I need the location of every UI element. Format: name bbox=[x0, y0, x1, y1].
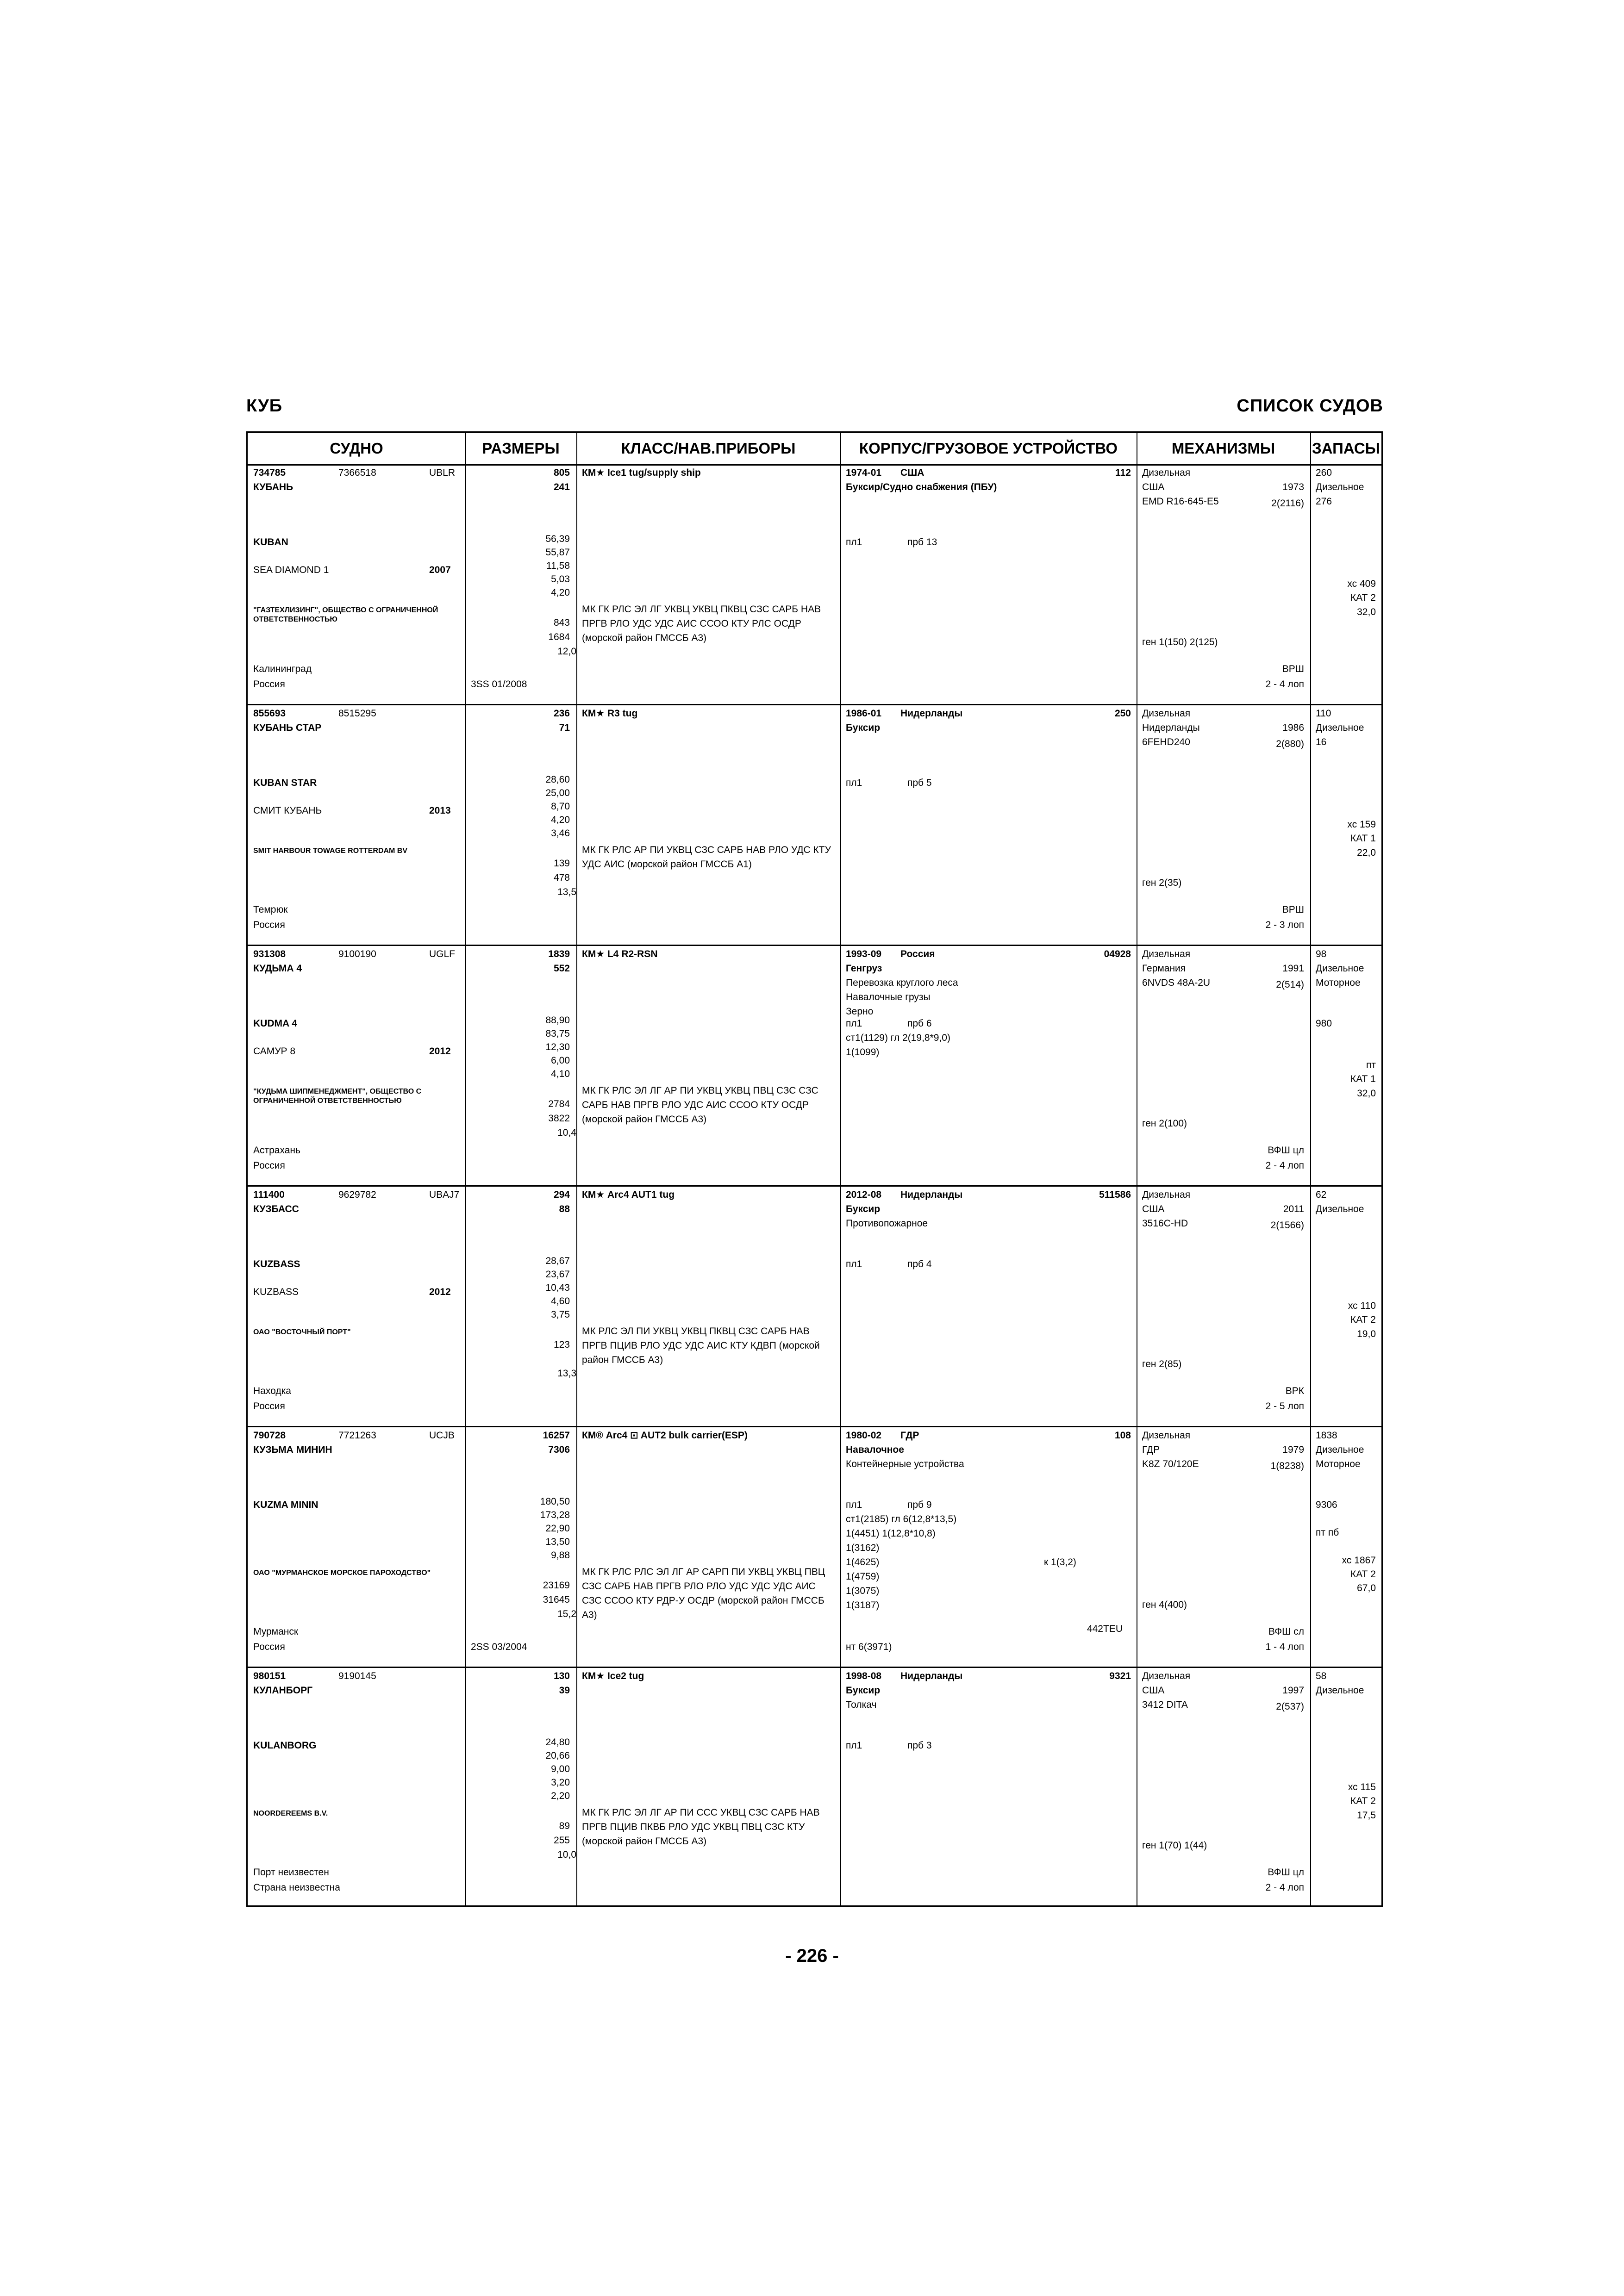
propeller-blades: 2 - 4 лоп bbox=[1265, 679, 1304, 690]
propeller-blades: 2 - 4 лоп bbox=[1265, 1882, 1304, 1893]
deadweight-value: 10,0 bbox=[557, 1849, 576, 1860]
supply-value: 32,0 bbox=[1357, 1088, 1376, 1099]
home-port: Мурманск bbox=[253, 1626, 299, 1637]
engine-type: Дизельная bbox=[1142, 949, 1191, 959]
ship-record bbox=[248, 706, 1381, 947]
deadweight-value: 89 bbox=[559, 1821, 570, 1831]
hull-number: 511586 bbox=[1099, 1189, 1131, 1200]
ship-name-russian: КУЗЬМА МИНИН bbox=[253, 1444, 332, 1455]
supply-value: КАТ 2 bbox=[1350, 592, 1376, 603]
net-tonnage: 71 bbox=[559, 722, 570, 733]
supply-value: КАТ 2 bbox=[1350, 1569, 1376, 1580]
ship-record bbox=[248, 1669, 1381, 1910]
engine-power: 2(880) bbox=[1276, 739, 1304, 749]
home-port: Темрюк bbox=[253, 904, 288, 915]
supply-value: 110 bbox=[1316, 708, 1331, 719]
flag-country: Россия bbox=[253, 1642, 285, 1652]
hold-capacity: 1(1099) bbox=[846, 1047, 880, 1058]
column-header-dimensions: РАЗМЕРЫ bbox=[482, 440, 560, 457]
supply-value: 67,0 bbox=[1357, 1583, 1376, 1593]
engine-model: 6FEHD240 bbox=[1142, 737, 1190, 747]
supply-value: 32,0 bbox=[1357, 607, 1376, 617]
propulsion: ВРШ bbox=[1282, 664, 1304, 674]
dimension-value: 28,60 bbox=[545, 774, 570, 785]
hull-feature: Противопожарное bbox=[846, 1218, 928, 1229]
builder-country: США bbox=[900, 467, 924, 478]
call-sign: UGLF bbox=[429, 949, 456, 959]
class-notation: КМ★ L4 R2-RSN bbox=[582, 949, 658, 959]
propeller-blades: 1 - 4 лоп bbox=[1265, 1642, 1304, 1652]
supply-value: пт пб bbox=[1316, 1527, 1339, 1538]
dimension-value: 20,66 bbox=[545, 1750, 570, 1761]
dimension-value: 24,80 bbox=[545, 1737, 570, 1748]
ship-type: Буксир bbox=[846, 1685, 881, 1696]
ship-record bbox=[248, 1188, 1381, 1428]
dimension-value: 12,30 bbox=[545, 1042, 570, 1052]
supply-value: хс 115 bbox=[1348, 1782, 1376, 1792]
column-header-hull: КОРПУС/ГРУЗОВОЕ УСТРОЙСТВО bbox=[859, 440, 1118, 457]
class-notation: КМ® Arc4 ⊡ AUT2 bulk carrier(ESP) bbox=[582, 1430, 748, 1441]
deadweight-value: 12,0 bbox=[557, 646, 576, 657]
page-number: - 226 - bbox=[785, 1946, 839, 1966]
gross-tonnage: 294 bbox=[553, 1189, 570, 1200]
dimension-value: 9,00 bbox=[551, 1764, 570, 1774]
dimension-value: 28,67 bbox=[545, 1256, 570, 1266]
imo-number: 8515295 bbox=[338, 708, 376, 719]
flag-country: Россия bbox=[253, 920, 285, 930]
propulsion: ВФШ цл bbox=[1268, 1145, 1304, 1156]
running-header-left: КУБ bbox=[246, 396, 283, 416]
imo-number: 9629782 bbox=[338, 1189, 376, 1200]
navigation-equipment: МК ГК РЛС ЭЛ ЛГ УКВЦ УКВЦ ПКВЦ СЗС САРБ НАВ ПРГВ РЛО УДС УДС АИС ССОО КТУ РЛС ОСДР (морской район ГМССБ А3) bbox=[582, 604, 821, 643]
running-header-right: СПИСОК СУДОВ bbox=[1237, 396, 1383, 416]
gross-tonnage: 130 bbox=[553, 1671, 570, 1681]
ship-record bbox=[248, 1428, 1381, 1669]
flag-country: Россия bbox=[253, 679, 285, 690]
engine-model: 3412 DITA bbox=[1142, 1699, 1188, 1710]
navigation-equipment: МК ГК РЛС ЭЛ ЛГ АР ПИ ССС УКВЦ СЗС САРБ НАВ ПРГВ ПЦИВ ПКВБ РЛО УДС УКВЦ ПВЦ СЗС КТУ (морской район ГМССБ А3) bbox=[582, 1807, 820, 1847]
gross-tonnage: 805 bbox=[553, 467, 570, 478]
supply-value: Дизельное bbox=[1316, 1685, 1364, 1696]
ship-type: Буксир bbox=[846, 1204, 881, 1214]
former-name-year: 2012 bbox=[429, 1287, 451, 1297]
flag-country: Россия bbox=[253, 1160, 285, 1171]
dimension-value: 10,43 bbox=[545, 1282, 570, 1293]
column-header-class: КЛАСС/НАВ.ПРИБОРЫ bbox=[621, 440, 796, 457]
former-name: SEA DIAMOND 1 bbox=[253, 565, 329, 575]
deck-count: пл1 bbox=[846, 1500, 862, 1510]
supply-value: КАТ 2 bbox=[1350, 1796, 1376, 1806]
ship-type: Навалочное bbox=[846, 1444, 904, 1455]
supply-value: 260 bbox=[1316, 467, 1332, 478]
dimension-value: 88,90 bbox=[545, 1015, 570, 1026]
net-tonnage: 88 bbox=[559, 1204, 570, 1214]
hull-number: 108 bbox=[1114, 1430, 1131, 1441]
supply-value: 19,0 bbox=[1357, 1329, 1376, 1339]
dimension-value: 5,03 bbox=[551, 574, 570, 585]
engine-year: 1991 bbox=[1282, 963, 1304, 974]
class-notation: КМ★ Ice2 tug bbox=[582, 1671, 644, 1681]
registry-number: 855693 bbox=[253, 708, 286, 719]
deck-count: пл1 bbox=[846, 1018, 862, 1029]
former-name-year: 2013 bbox=[429, 805, 451, 816]
dimension-value: 180,50 bbox=[540, 1496, 570, 1507]
generators: ген 4(400) bbox=[1142, 1599, 1187, 1610]
hull-number: 250 bbox=[1114, 708, 1131, 719]
former-name-year: 2007 bbox=[429, 565, 451, 575]
registry-number: 980151 bbox=[253, 1671, 286, 1681]
deadweight-value: 15,2 bbox=[557, 1609, 576, 1619]
flag-country: Страна неизвестна bbox=[253, 1882, 340, 1893]
ship-name-russian: КУБАНЬ СТАР bbox=[253, 722, 322, 733]
survey-status: 3SS 01/2008 bbox=[471, 679, 527, 690]
supply-value: Дизельное bbox=[1316, 482, 1364, 492]
former-name-year: 2012 bbox=[429, 1046, 451, 1057]
dimension-value: 3,20 bbox=[551, 1777, 570, 1788]
dimension-value: 4,60 bbox=[551, 1296, 570, 1307]
supply-value: КАТ 2 bbox=[1350, 1314, 1376, 1325]
deadweight-value: 13,3 bbox=[557, 1368, 576, 1379]
engine-type: Дизельная bbox=[1142, 1189, 1191, 1200]
supply-value: Дизельное bbox=[1316, 1444, 1364, 1455]
registry-number: 111400 bbox=[253, 1189, 285, 1200]
dimension-value: 13,50 bbox=[545, 1537, 570, 1547]
hold-capacity: 1(3075) bbox=[846, 1586, 880, 1596]
hold-capacity: ст1(2185) гл 6(12,8*13,5) bbox=[846, 1514, 957, 1524]
engine-model: 6NVDS 48A-2U bbox=[1142, 977, 1211, 988]
deck-count: пл1 bbox=[846, 537, 862, 548]
hold-capacity: 1(4759) bbox=[846, 1571, 880, 1582]
call-sign: UBAJ7 bbox=[429, 1189, 460, 1200]
build-date: 1986-01 bbox=[846, 708, 882, 719]
dimension-value: 22,90 bbox=[545, 1523, 570, 1534]
build-date: 1980-02 bbox=[846, 1430, 882, 1441]
owner-name: ОАО "МУРМАНСКОЕ МОРСКОЕ ПАРОХОДСТВО" bbox=[253, 1569, 431, 1577]
dimension-value: 2,20 bbox=[551, 1791, 570, 1801]
dimension-value: 9,88 bbox=[551, 1550, 570, 1561]
ship-name-russian: КУЛАНБОРГ bbox=[253, 1685, 313, 1696]
gross-tonnage: 236 bbox=[553, 708, 570, 719]
hull-feature: Контейнерные устройства bbox=[846, 1459, 964, 1469]
ship-name-latin: KUBAN bbox=[253, 537, 288, 548]
net-tonnage: 39 bbox=[559, 1685, 570, 1696]
navigation-equipment: МК ГК РЛС ЭЛ ЛГ АР ПИ УКВЦ УКВЦ ПВЦ СЗС СЗС САРБ НАВ ПРГВ РЛО УДС АИС ССОО КТУ ОСДР (морской район ГМССБ А3) bbox=[582, 1085, 818, 1125]
bulkhead-count: прб 9 bbox=[907, 1500, 932, 1510]
deadweight-value: 23169 bbox=[543, 1580, 570, 1591]
former-name: САМУР 8 bbox=[253, 1046, 296, 1057]
hold-capacity: 1(4625) bbox=[846, 1557, 880, 1568]
engine-country: Германия bbox=[1142, 963, 1186, 974]
deadweight-value: 478 bbox=[553, 872, 570, 883]
supply-value: Моторное bbox=[1316, 1459, 1361, 1469]
deadweight-value: 255 bbox=[553, 1835, 570, 1846]
supply-value: КАТ 1 bbox=[1350, 1074, 1376, 1084]
dimension-value: 4,20 bbox=[551, 815, 570, 825]
call-sign: UCJB bbox=[429, 1430, 455, 1441]
generators: ген 2(35) bbox=[1142, 877, 1182, 888]
supply-value: 276 bbox=[1316, 496, 1332, 507]
owner-name: "ГАЗТЕХЛИЗИНГ", ОБЩЕСТВО С ОГРАНИЧЕННОЙ ОТВЕТСТВЕННОСТЬЮ bbox=[253, 606, 438, 623]
ship-name-latin: KUZMA MININ bbox=[253, 1500, 319, 1510]
column-header-supplies: ЗАПАСЫ bbox=[1312, 440, 1380, 457]
build-date: 1974-01 bbox=[846, 467, 882, 478]
owner-name: NOORDEREEMS B.V. bbox=[253, 1810, 328, 1817]
supply-value: 16 bbox=[1316, 737, 1327, 747]
owner-name: SMIT HARBOUR TOWAGE ROTTERDAM BV bbox=[253, 847, 408, 855]
builder-country: Нидерланды bbox=[900, 1189, 963, 1200]
column-header-machinery: МЕХАНИЗМЫ bbox=[1171, 440, 1275, 457]
column-header-ship: СУДНО bbox=[330, 440, 383, 457]
deadweight-value: 10,4 bbox=[557, 1127, 576, 1138]
hull-number: 9321 bbox=[1109, 1671, 1131, 1681]
bulkhead-count: прб 3 bbox=[907, 1740, 932, 1751]
supply-value: 9306 bbox=[1316, 1500, 1337, 1510]
engine-country: США bbox=[1142, 1685, 1165, 1696]
hull-number: 04928 bbox=[1104, 949, 1131, 959]
bulkhead-count: прб 5 bbox=[907, 778, 932, 788]
class-notation: КМ★ R3 tug bbox=[582, 708, 638, 719]
former-name: СМИТ КУБАНЬ bbox=[253, 805, 322, 816]
supply-value: пт bbox=[1366, 1060, 1376, 1070]
dimension-value: 4,10 bbox=[551, 1069, 570, 1079]
class-notation: КМ★ Arc4 AUT1 tug bbox=[582, 1189, 675, 1200]
deadweight-value: 31645 bbox=[543, 1594, 570, 1605]
engine-country: Нидерланды bbox=[1142, 722, 1200, 733]
supply-value: КАТ 1 bbox=[1350, 833, 1376, 844]
home-port: Находка bbox=[253, 1386, 291, 1396]
engine-power: 2(2116) bbox=[1271, 498, 1304, 509]
imo-number: 7721263 bbox=[338, 1430, 376, 1441]
ship-name-russian: КУБАНЬ bbox=[253, 482, 294, 492]
home-port: Калининград bbox=[253, 664, 312, 674]
hull-feature: Перевозка круглого леса bbox=[846, 977, 958, 988]
ship-type: Генгруз bbox=[846, 963, 882, 974]
hold-capacity: 1(3162) bbox=[846, 1543, 880, 1553]
propeller-blades: 2 - 4 лоп bbox=[1265, 1160, 1304, 1171]
ship-register-table bbox=[246, 431, 1383, 1907]
dimension-value: 6,00 bbox=[551, 1055, 570, 1066]
propeller-blades: 2 - 5 лоп bbox=[1265, 1401, 1304, 1412]
deadweight-value: 2784 bbox=[548, 1099, 570, 1109]
hull-feature: Толкач bbox=[846, 1699, 877, 1710]
navigation-equipment: МК ГК РЛС РЛС ЭЛ ЛГ АР САРП ПИ УКВЦ УКВЦ ПВЦ СЗС САРБ НАВ ПРГВ РЛО РЛО УДС УДС УДС АИС СЗС ССОО КТУ РДР-У ОСДР (морской район ГМССБ А3) bbox=[582, 1567, 825, 1620]
deck-count: пл1 bbox=[846, 778, 862, 788]
supply-value: 58 bbox=[1316, 1671, 1327, 1681]
builder-country: ГДР bbox=[900, 1430, 919, 1441]
record-separator bbox=[248, 704, 1381, 705]
container-capacity: 442TEU bbox=[1087, 1624, 1123, 1634]
engine-power: 2(514) bbox=[1276, 979, 1304, 990]
supply-value: 980 bbox=[1316, 1018, 1332, 1029]
engine-type: Дизельная bbox=[1142, 708, 1191, 719]
net-tonnage: 552 bbox=[553, 963, 570, 974]
dimension-value: 173,28 bbox=[540, 1510, 570, 1520]
supply-value: 17,5 bbox=[1357, 1810, 1376, 1821]
engine-country: США bbox=[1142, 482, 1165, 492]
hull-feature: Навалочные грузы bbox=[846, 992, 931, 1002]
build-date: 1998-08 bbox=[846, 1671, 882, 1681]
generators: ген 1(150) 2(125) bbox=[1142, 637, 1218, 647]
engine-year: 1979 bbox=[1282, 1444, 1304, 1455]
deadweight-value: 3822 bbox=[548, 1113, 570, 1124]
hold-capacity: 1(3187) bbox=[846, 1600, 880, 1611]
hold-capacity: ст1(1129) гл 2(19,8*9,0) bbox=[846, 1033, 950, 1043]
class-notation: КМ★ Ice1 tug/supply ship bbox=[582, 467, 701, 478]
deck-count: пл1 bbox=[846, 1259, 862, 1269]
supply-value: хс 110 bbox=[1348, 1300, 1376, 1311]
dimension-value: 11,58 bbox=[546, 560, 570, 571]
dimension-value: 55,87 bbox=[545, 547, 570, 558]
supply-value: хс 1867 bbox=[1342, 1555, 1376, 1566]
ship-name-russian: КУЗБАСС bbox=[253, 1204, 299, 1214]
engine-power: 1(8238) bbox=[1270, 1461, 1304, 1471]
supply-value: 22,0 bbox=[1357, 847, 1376, 858]
dimension-value: 8,70 bbox=[551, 801, 570, 812]
dimension-value: 4,20 bbox=[551, 587, 570, 598]
record-separator bbox=[248, 1667, 1381, 1668]
ship-name-latin: KUBAN STAR bbox=[253, 778, 317, 788]
survey-status: 2SS 03/2004 bbox=[471, 1642, 527, 1652]
deadweight-value: 1684 bbox=[548, 632, 570, 642]
build-date: 1993-09 bbox=[846, 949, 882, 959]
deadweight-value: 123 bbox=[553, 1339, 570, 1350]
registry-number: 931308 bbox=[253, 949, 286, 959]
propulsion: ВРК bbox=[1285, 1386, 1304, 1396]
ship-type: Буксир/Судно снабжения (ПБУ) bbox=[846, 482, 997, 492]
ship-name-latin: KUZBASS bbox=[253, 1259, 300, 1269]
supply-value: 1838 bbox=[1316, 1430, 1337, 1441]
owner-name: "КУДЬМА ШИПМЕНЕДЖМЕНТ", ОБЩЕСТВО С ОГРАНИЧЕННОЙ ОТВЕТСТВЕННОСТЬЮ bbox=[253, 1088, 422, 1105]
dimension-value: 3,75 bbox=[551, 1309, 570, 1320]
generators: ген 2(100) bbox=[1142, 1118, 1187, 1129]
former-name: KUZBASS bbox=[253, 1287, 299, 1297]
record-separator bbox=[248, 1185, 1381, 1187]
navigation-equipment: МК РЛС ЭЛ ПИ УКВЦ УКВЦ ПКВЦ СЗС САРБ НАВ ПРГВ ПЦИВ РЛО УДС УДС АИС КТУ КДВП (морской район ГМССБ А3) bbox=[582, 1326, 820, 1365]
hull-number: 112 bbox=[1115, 467, 1131, 478]
hull-feature: Зерно bbox=[846, 1006, 874, 1017]
bulkhead-count: прб 4 bbox=[907, 1259, 932, 1269]
supply-value: Дизельное bbox=[1316, 1204, 1364, 1214]
engine-type: Дизельная bbox=[1142, 1430, 1191, 1441]
column-header-row bbox=[248, 433, 1381, 466]
build-date: 2012-08 bbox=[846, 1189, 882, 1200]
engine-country: ГДР bbox=[1142, 1444, 1160, 1455]
ship-name-latin: KUDMA 4 bbox=[253, 1018, 297, 1029]
engine-model: K8Z 70/120E bbox=[1142, 1459, 1199, 1469]
ship-name-latin: KULANBORG bbox=[253, 1740, 317, 1751]
supply-value: хс 159 bbox=[1347, 819, 1376, 830]
home-port: Астрахань bbox=[253, 1145, 300, 1156]
imo-number: 7366518 bbox=[338, 467, 376, 478]
flag-country: Россия bbox=[253, 1401, 285, 1412]
supply-value: 62 bbox=[1316, 1189, 1327, 1200]
registry-number: 790728 bbox=[253, 1430, 286, 1441]
bulkhead-count: прб 13 bbox=[907, 537, 937, 548]
engine-type: Дизельная bbox=[1142, 467, 1191, 478]
crane-info: к 1(3,2) bbox=[1044, 1557, 1076, 1568]
gross-tonnage: 1839 bbox=[548, 949, 570, 959]
ship-name-russian: КУДЬМА 4 bbox=[253, 963, 302, 974]
builder-country: Нидерланды bbox=[900, 708, 963, 719]
engine-model: 3516C-HD bbox=[1142, 1218, 1188, 1229]
supply-value: Дизельное bbox=[1316, 963, 1364, 974]
engine-power: 2(1566) bbox=[1270, 1220, 1304, 1231]
engine-year: 1973 bbox=[1282, 482, 1304, 492]
supply-value: Моторное bbox=[1316, 977, 1361, 988]
gross-tonnage: 16257 bbox=[543, 1430, 570, 1441]
engine-power: 2(537) bbox=[1276, 1701, 1304, 1712]
propulsion: ВФШ сл bbox=[1268, 1626, 1304, 1637]
supply-value: хс 409 bbox=[1347, 579, 1376, 589]
engine-country: США bbox=[1142, 1204, 1165, 1214]
supply-value: Дизельное bbox=[1316, 722, 1364, 733]
bulkhead-count: прб 6 bbox=[907, 1018, 932, 1029]
ship-record bbox=[248, 466, 1381, 706]
record-separator bbox=[248, 1426, 1381, 1427]
imo-number: 9100190 bbox=[338, 949, 376, 959]
net-tonnage: 7306 bbox=[548, 1444, 570, 1455]
ship-record bbox=[248, 947, 1381, 1188]
hold-capacity: 1(4451) 1(12,8*10,8) bbox=[846, 1528, 936, 1539]
navigation-equipment: МК ГК РЛС АР ПИ УКВЦ СЗС САРБ НАВ РЛО УДС КТУ УДС АИС (морской район ГМССБ А1) bbox=[582, 845, 831, 870]
engine-type: Дизельная bbox=[1142, 1671, 1191, 1681]
ship-type: Буксир bbox=[846, 722, 881, 733]
propeller-blades: 2 - 3 лоп bbox=[1265, 920, 1304, 930]
dimension-value: 23,67 bbox=[545, 1269, 570, 1280]
supply-value: 98 bbox=[1316, 949, 1327, 959]
deadweight-value: 139 bbox=[553, 858, 570, 869]
deadweight-value: 13,5 bbox=[557, 887, 576, 897]
builder-country: Нидерланды bbox=[900, 1671, 963, 1681]
propulsion: ВРШ bbox=[1282, 904, 1304, 915]
hull-footer: нт 6(3971) bbox=[846, 1642, 892, 1652]
builder-country: Россия bbox=[900, 949, 935, 959]
home-port: Порт неизвестен bbox=[253, 1867, 329, 1878]
deadweight-value: 843 bbox=[553, 617, 570, 628]
generators: ген 1(70) 1(44) bbox=[1142, 1840, 1207, 1851]
engine-model: EMD R16-645-E5 bbox=[1142, 496, 1219, 507]
deck-count: пл1 bbox=[846, 1740, 862, 1751]
propulsion: ВФШ цл bbox=[1268, 1867, 1304, 1878]
registry-number: 734785 bbox=[253, 467, 286, 478]
engine-year: 2011 bbox=[1283, 1204, 1304, 1214]
dimension-value: 83,75 bbox=[545, 1028, 570, 1039]
dimension-value: 56,39 bbox=[545, 534, 570, 544]
engine-year: 1986 bbox=[1282, 722, 1304, 733]
dimension-value: 3,46 bbox=[551, 828, 570, 839]
record-separator bbox=[248, 945, 1381, 946]
engine-year: 1997 bbox=[1282, 1685, 1304, 1696]
imo-number: 9190145 bbox=[338, 1671, 376, 1681]
net-tonnage: 241 bbox=[553, 482, 570, 492]
call-sign: UBLR bbox=[429, 467, 456, 478]
owner-name: ОАО "ВОСТОЧНЫЙ ПОРТ" bbox=[253, 1328, 351, 1336]
generators: ген 2(85) bbox=[1142, 1359, 1182, 1369]
dimension-value: 25,00 bbox=[545, 788, 570, 798]
